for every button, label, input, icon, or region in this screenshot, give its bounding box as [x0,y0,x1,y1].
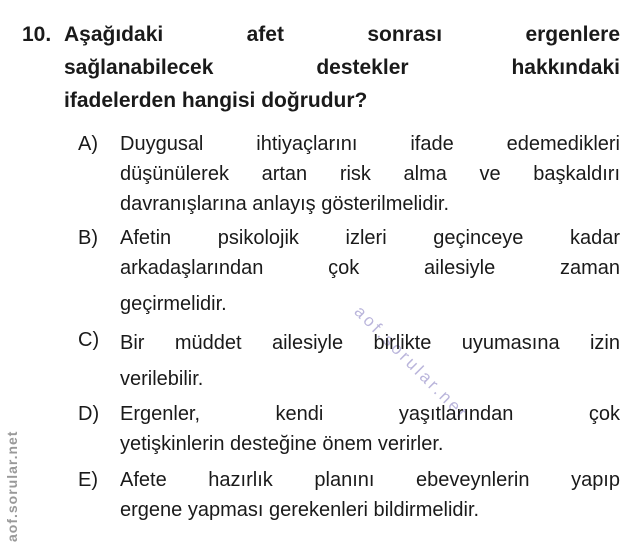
option-b-line-2: arkadaşlarından çok ailesiyle zaman [120,257,620,279]
option-d-line-1: Ergenler, kendi yaşıtlarından çok [120,403,620,425]
option-e-line-2: ergene yapması gerekenleri bildirmelidir. [120,499,480,521]
option-d-row [78,399,620,459]
option-a-row [78,129,620,219]
option-a-line-2: düşünülerek artan risk alma ve başkaldırı [120,163,620,185]
question-number: 10. [22,23,52,46]
option-a-line-1: Duygusal ihtiyaçlarını ifade edemedikleri [120,133,620,155]
option-e-text [120,465,620,525]
question-text-line-1: Aşağıdaki afet sonrası ergenlere [64,23,620,46]
option-d-text [120,399,620,459]
option-d-line-2: yetişkinlerin desteğine önem verirler. [120,433,444,455]
option-b-line-3: geçirmelidir. [120,293,227,315]
option-e-letter: E) [78,469,98,491]
option-e-row [78,465,620,525]
option-c-text [120,325,620,397]
question-text-line-3: ifadelerden hangisi doğrudur? [64,89,368,112]
option-a-letter: A) [78,133,98,155]
question-text [64,18,620,117]
option-c-line-1: Bir müddet ailesiyle birlikte uyumasına izin [120,332,620,354]
option-b-line-1: Afetin psikolojik izleri geçinceye kadar [120,227,620,249]
watermark-side-vertical: aof.sorular.net [4,430,20,542]
option-c-line-2: verilebilir. [120,368,204,390]
option-a-line-3: davranışlarına anlayış gösterilmelidir. [120,193,450,215]
option-b-row [78,223,620,319]
options-list [78,129,620,525]
option-b-letter: B) [78,227,98,249]
option-e-line-1: Afete hazırlık planını ebeveynlerin yapıp [120,469,620,491]
watermark-diagonal: aof.sorular.net [350,302,473,424]
option-b-text [120,223,620,319]
question-text-line-2: sağlanabilecek destekler hakkındaki [64,56,620,79]
option-d-letter: D) [78,403,100,425]
option-c-row [78,325,620,397]
question-block [22,18,620,117]
option-a-text [120,129,620,219]
option-c-letter: C) [78,329,100,351]
